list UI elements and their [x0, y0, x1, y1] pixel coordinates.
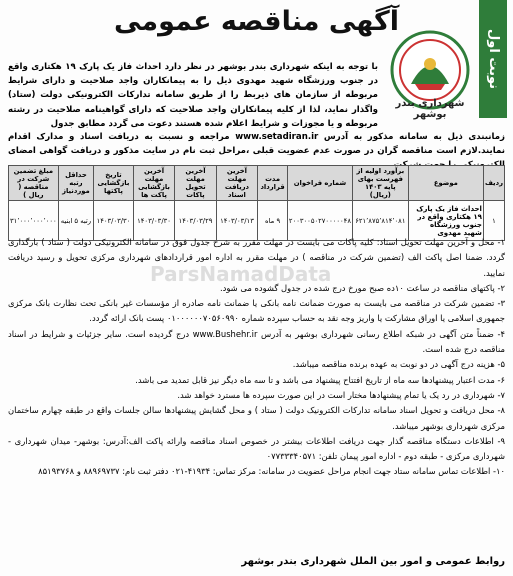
tender-table — [8, 165, 505, 241]
condition-item: ۱- محل و آخرین مهلت تحویل اسناد: کلیه پاکات می بایست در مهلت مقرر به شرح جدول فوق در سامانه الکترونیکی دولت ( ستاد ) بارگذاری گردد. ضمنا اصل پاکت الف (تضمین شرکت در مناقصه ) در مهلت مقرر به اداره امور قراردادهای شهرداری مرکزی تحویل و رسید دریافت نمایید. — [8, 237, 505, 278]
cell-opening-deadline: ۱۴۰۳/۰۳/۳۰ — [133, 201, 174, 241]
cell-call-number: ۲۰۰۳۰۰۵۰۲۷۰۰۰۰۰۴۸ — [287, 201, 352, 241]
col-docs-deadline: آخرین مهلت دریافت اسناد — [216, 166, 257, 201]
col-guarantee: مبلغ تضمین شرکت در مناقصه ( ریال ) — [9, 166, 59, 201]
condition-item: ۳- تضمین شرکت در مناقصه می بایست به صورت ضمانت نامه بانکی یا ضمانت نامه صادره از مؤسسات غیر بانکی تحت نظارت بانک مرکزی جمهوری اسلامی یا اوراق مشارکت یا واریز وجه نقد به حساب سپرده شماره ۰۱۰۰۰۰۰۰۷۰۵۶۰۹۹۰ پست بانک ارائه گردد. — [8, 298, 505, 324]
condition-item: ۱۰- اطلاعات تماس سامانه ستاد جهت انجام مراحل عضویت در سامانه: مرکز تماس: ۴۱۹۳۴-۰۲۱ دفتر ثبت نام: ۸۸۹۶۹۷۳۷ و ۸۵۱۹۳۷۶۸ — [38, 466, 505, 477]
condition-item: ۹- اطلاعات دستگاه مناقصه گذار جهت دریافت اطلاعات بیشتر در خصوص اسناد مناقصه وارائه پاکت الف:آدرس: بوشهر- میدان شهرداری - شهرداری مرکزی - طبقه دوم - اداره امور پیمان تلفن: ۰۷۷۳۳۳۴۰۵۷۱ — [8, 435, 505, 462]
condition-item: ۵- هزینه درج آگهی در دو نوبت به عهده برنده مناقصه میباشد. — [292, 359, 505, 370]
cell-rank: رتبه ۵ ابنیه — [58, 201, 93, 241]
cell-guarantee: ۳۱٬۰۰۰٬۰۰۰٬۰۰۰ — [9, 201, 59, 241]
col-duration: مدت قرارداد — [258, 166, 288, 201]
col-call-number: شماره فراخوان — [287, 166, 352, 201]
cell-index: ۱ — [483, 201, 504, 241]
col-index: ردیف — [483, 166, 504, 201]
col-opening-date: تاریخ بازگشایی پاکتها — [94, 166, 134, 201]
table-header-row — [9, 166, 505, 201]
condition-item: ۲- پاکتهای مناقصه در ساعت ۱۰ده صبح مورخ درج شده در جدول گشوده می شود. — [219, 282, 505, 293]
cell-duration: ۹ ماه — [258, 201, 288, 241]
watermark: ParsNamadData — [150, 262, 332, 286]
col-subject: موضوع — [408, 166, 483, 201]
col-opening-deadline: آخرین مهلت بازگشایی پاکت ها — [133, 166, 174, 201]
col-estimate: برآورد اولیه از فهرست بهای پایه ۱۴۰۳ (ریال) — [352, 166, 408, 201]
col-rank: حداقل رتبه موردنیاز — [58, 166, 93, 201]
intro-paragraph-continued: زمانبندی ذیل به سامانه مذکور به آدرس www.setadiran.ir مراجعه و نسبت به دریافت اسناد و مدارک اقدام نمایند.لازم است مناقصه گران در صورت عدم عضویت قبلی ،مراحل ثبت نام در سایت مذکور و دریافت گواهی امضای — [8, 132, 505, 156]
col-submit-deadline: آخرین مهلت تحویل پاکات — [175, 166, 216, 201]
cell-estimate: ۶۲۱٬۸۷۵٬۸۱۴٬۰۸۱ — [352, 201, 408, 241]
condition-item: ۸- محل دریافت و تحویل اسناد سامانه تدارکات الکترونیک دولت ( ستاد ) و محل گشایش پیشنهادها سالن جلسات واقع در طبقه چهارم ساختمان مرکزی شهرداری بوشهر میباشد. — [8, 405, 505, 431]
cell-submit-deadline: ۱۴۰۳/۰۳/۲۹ — [175, 201, 216, 241]
notice-title: آگهی مناقصه عمومی — [114, 6, 399, 37]
cell-docs-deadline: ۱۴۰۳/۰۳/۱۳ — [216, 201, 257, 241]
logo-caption: شهرداری بندر بوشهر — [395, 98, 465, 120]
condition-item: ۷- شهرداری در رد یک یا تمام پیشنهادها مختار است در این صورت سپرده ها مسترد خواهد شد. — [177, 389, 505, 400]
intro-paragraph: با توجه به اینکه شهرداری بندر بوشهر در نظر دارد احداث فاز یک پارک ۱۹ هکتاری واقع در جنوب ورزشگاه شهید مهدوی ذیل را به پیمانکاران واجد صلاحیت و دارای شرایط مربوطه از سازمان های ذیربط را از طریق سامانه تدارکات الکترونیکی دولت (ستاد) واگذار نماید، لذا از کلیه پیمانکاران واجد صلاحیت که دارای گواهینامه صلاحیت در رشته مربوطه و یا مجوزات و شرایط اعلام شده هستند دعوت می گردد مطابق جدول — [8, 62, 378, 129]
first-round-band: نوبت اول — [479, 0, 507, 118]
condition-item: ۶- مدت اعتبار پیشنهادها سه ماه از تاریخ افتتاح پیشنهاد می باشد و تا سه ماه دیگر نیز قابل تمدید می باشد. — [135, 374, 505, 385]
cell-subject: احداث فاز یک پارک ۱۹ هکتاری واقع در جنوب ورزشگاه شهید مهدوی — [408, 201, 483, 241]
condition-item: ۴- ضمناً متن آگهی در شبکه اطلاع رسانی شهرداری بوشهر به آدرس www.Bushehr.ir درج گردیده است. سایر جزئیات و شرایط در اسناد مناقصه درج شده است. — [8, 328, 505, 355]
cell-opening-date: ۱۴۰۳/۰۳/۳۰ — [94, 201, 134, 241]
footer-signature: روابط عمومی و امور بین الملل شهرداری بندر بوشهر — [241, 556, 505, 567]
